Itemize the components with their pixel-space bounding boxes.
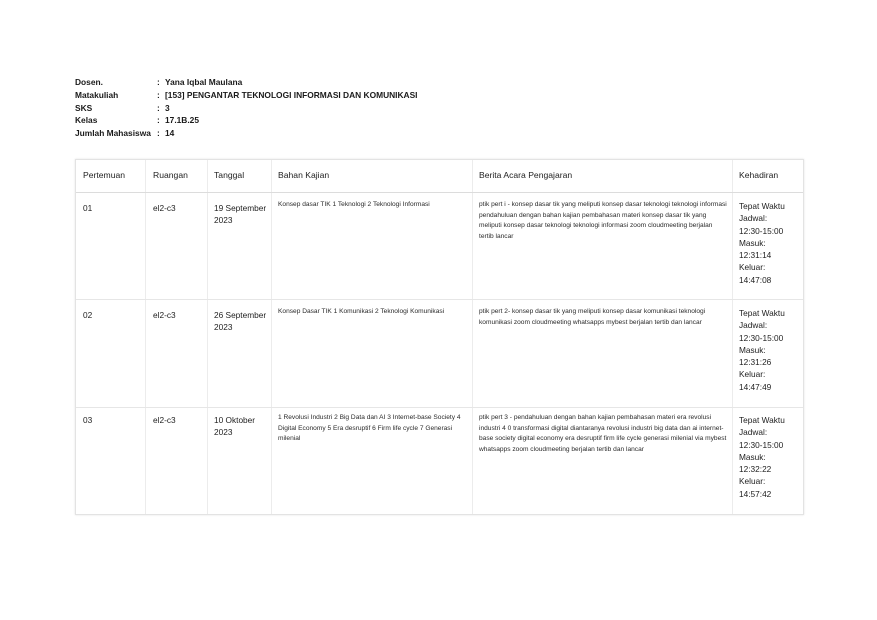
cell-bahan-kajian: Konsep Dasar TIK 1 Komunikasi 2 Teknologi Komunikasi (278, 308, 445, 315)
info-label: Matakuliah (75, 89, 119, 100)
cell-pertemuan: 02 (83, 310, 93, 320)
table-row (76, 300, 803, 408)
header-kehadiran: Kehadiran (739, 170, 779, 180)
table-row (76, 408, 803, 513)
info-row-dosen (75, 76, 418, 89)
info-label: SKS (75, 102, 93, 113)
header-tanggal: Tanggal (214, 170, 245, 180)
header-ruangan: Ruangan (153, 170, 188, 180)
cell-bahan-kajian: Konsep dasar TIK 1 Teknologi 2 Teknologi Informasi (278, 201, 430, 208)
info-label: Dosen. (75, 77, 103, 87)
header-bahan-kajian: Bahan Kajian (278, 170, 330, 180)
cell-tanggal: 26 September 2023 (214, 310, 267, 333)
info-value: [153] PENGANTAR TEKNOLOGI INFORMASI DAN KOMUNIKASI (165, 89, 418, 100)
header-berita-acara: Berita Acara Pengajaran (479, 170, 573, 180)
info-row-matakuliah (75, 89, 418, 102)
info-value: 17.1B.25 (165, 115, 199, 126)
info-row-jumlah-mahasiswa (75, 127, 418, 140)
info-value: 3 (165, 102, 170, 113)
info-row-sks (75, 102, 418, 115)
cell-bahan-kajian: 1 Revolusi Industri 2 Big Data dan AI 3 Internet-base Society 4 Digital Economy 5 Era desruptif 6 Firm life cycle 7 Generasi milenial (278, 414, 461, 442)
cell-kehadiran: Tepat Waktu Jadwal: 12:30-15:00 Masuk: 12:31:26 Keluar: 14:47:49 (739, 308, 785, 392)
cell-ruangan: el2-c3 (153, 415, 176, 425)
cell-pertemuan: 03 (83, 415, 93, 425)
info-row-kelas (75, 114, 418, 127)
cell-kehadiran: Tepat Waktu Jadwal: 12:30-15:00 Masuk: 12:32:22 Keluar: 14:57:42 (739, 415, 785, 499)
info-label: Kelas (75, 115, 98, 126)
cell-tanggal: 19 September 2023 (214, 203, 267, 226)
cell-ruangan: el2-c3 (153, 310, 176, 320)
course-info (75, 76, 418, 140)
info-separator: : (157, 115, 160, 126)
table-row (76, 193, 803, 300)
cell-pertemuan: 01 (83, 203, 93, 213)
cell-ruangan: el2-c3 (153, 203, 176, 213)
table-header (76, 160, 803, 193)
cell-berita-acara: ptik pert i - konsep dasar tik yang meliputi konsep dasar teknologi teknologi informasi pendahuluan dengan bahan kajian pembahasan materi konsep dasar tik yang meliputi konsep dasar teknologi teknologi informasi zoom cloudmeeting berjalan tertib lancar (479, 201, 727, 240)
info-value: Yana Iqbal Maulana (165, 77, 243, 87)
cell-berita-acara: ptik pert 3 - pendahuluan dengan bahan kajian pembahasan materi era revolusi industri 4 0 transformasi digital diantaranya revolusi industri big data dan ai internet-base society digital economy era desruptif firm life cycle generasi milenial via mybest whatsapps zoom cloudmeeting berjalan tertib dan lancar (479, 414, 727, 453)
cell-berita-acara: ptik pert 2- konsep dasar tik yang meliputi konsep dasar komunikasi teknologi komunikasi zoom cloudmeeting whatsapps mybest berjalan tertib dan lancar (479, 308, 706, 326)
cell-tanggal: 10 Oktober 2023 (214, 415, 256, 438)
info-label: Jumlah Mahasiswa (75, 128, 151, 139)
attendance-table (75, 159, 804, 515)
cell-kehadiran: Tepat Waktu Jadwal: 12:30-15:00 Masuk: 12:31:14 Keluar: 14:47:08 (739, 201, 785, 285)
info-separator: : (157, 102, 160, 113)
info-separator: : (157, 77, 160, 87)
header-pertemuan: Pertemuan (83, 170, 126, 180)
info-value: 14 (165, 128, 175, 139)
info-separator: : (157, 128, 160, 139)
info-separator: : (157, 89, 160, 100)
